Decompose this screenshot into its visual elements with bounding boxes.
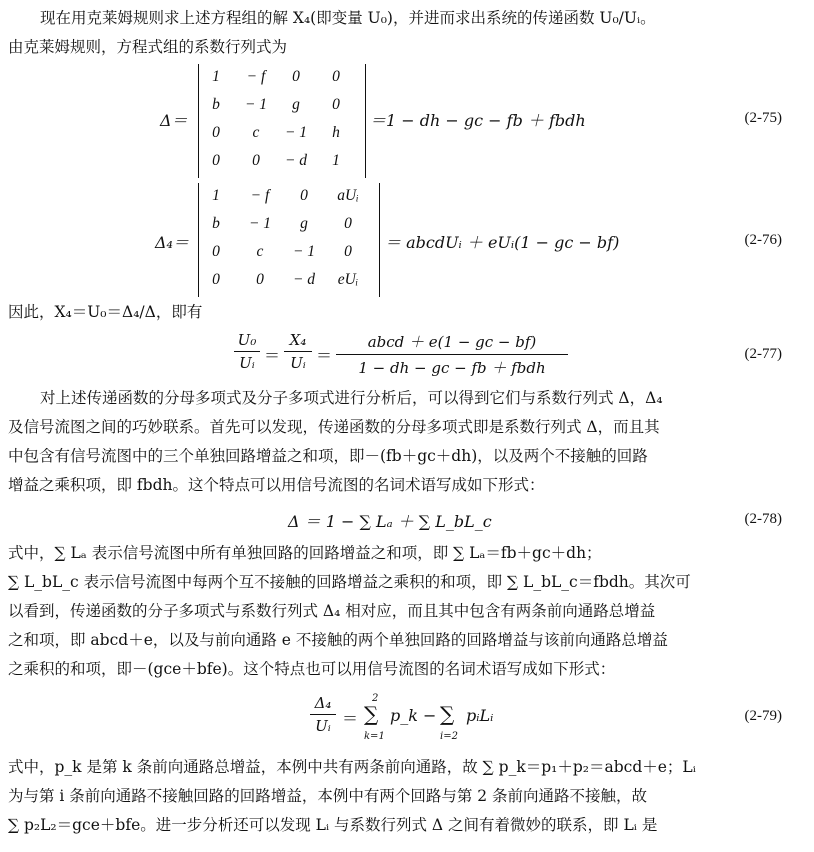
eq76-rhs: ＝ abcdUᵢ ＋ eUᵢ(1 − gc − bf) [385,233,620,252]
text-line-11: 之和项，即 abcd＋e，以及与前向通路 e 不接触的两个单独回路的回路增益与该前向通路总增益 [8,631,668,649]
det75-cell-0-0: 1 [212,68,220,85]
det75-cell-1-1: − 1 [244,96,268,113]
text-line-9: ∑ L_bL_c 表示信号流图中每两个互不接触的回路增益之乘积的和项，即 ∑ L_bL_c＝fbdh。其次可 [8,573,691,591]
eq78: Δ ＝ 1 − ∑ Lₐ ＋ ∑ L_bL_c [288,512,492,531]
eq77-frac-2: X₄ Uᵢ [284,331,312,372]
eq75-lhs: Δ＝ [160,111,188,130]
eq79-sum2-bot: i=2 [440,731,458,742]
det76-cell-0-3: aUᵢ [337,187,359,204]
det75-cell-1-3: 0 [332,96,340,113]
text-line-1: 现在用克莱姆规则求上述方程组的解 X₄(即变量 U₀)，并进而求出系统的传递函数 U₀/Uᵢ。 [40,9,656,27]
det76-cell-2-3: 0 [344,243,352,260]
det76-cell-2-1: c [256,243,264,260]
det76-cell-1-1: − 1 [248,215,272,232]
det76-cell-3-1: 0 [256,271,264,288]
det75-cell-1-2: g [292,96,300,113]
sum-symbol-2: ∑ [440,702,455,726]
det76-cell-1-2: g [300,215,308,232]
eq77-number: (2-77) [744,346,782,362]
text-line-8: 式中，∑ Lₐ 表示信号流图中所有单独回路的回路增益之和项，即 ∑ Lₐ＝fb＋gc＋dh； [8,544,602,562]
eq76-lhs: Δ₄＝ [155,233,189,252]
eq75-rhs: ＝1 − dh − gc − fb ＋ fbdh [370,111,586,130]
text-line-3: 因此，X₄＝U₀＝Δ₄/Δ，即有 [8,303,203,321]
eq79-term1: p_k − [390,706,437,725]
text-line-2: 由克莱姆规则，方程式组的系数行列式为 [8,38,288,56]
det75-cell-3-1: 0 [252,152,260,169]
det76-cell-2-2: − 1 [292,243,316,260]
det75-cell-2-2: − 1 [284,124,308,141]
eq75-number: (2-75) [744,110,782,126]
eq79-sum1-bot: k=1 [364,731,385,742]
det75-cell-0-1: − f [246,68,266,85]
det76-cell-3-2: − d [292,271,316,288]
det75-cell-0-2: 0 [292,68,300,85]
text-line-5: 及信号流图之间的巧妙联系。首先可以发现，传递函数的分母多项式即是系数行列式 Δ，而且其 [8,418,660,436]
eq79-number: (2-79) [744,708,782,724]
det76-cell-2-0: 0 [212,243,220,260]
text-line-13: 式中，p_k 是第 k 条前向通路总增益，本例中共有两条前向通路，故 ∑ p_k＝p₁＋p₂＝abcd＋e；Lᵢ [8,758,696,776]
eq77-eq-2: ＝ [316,346,333,365]
det75-cell-0-3: 0 [332,68,340,85]
det76-cell-1-0: b [212,215,220,232]
text-line-6: 中包含有信号流图中的三个单独回路增益之和项，即－(fb＋gc＋dh)，以及两个不接触的回路 [8,447,648,465]
eq78-number: (2-78) [744,511,782,527]
det75-cell-2-1: c [252,124,260,141]
det76-cell-0-0: 1 [212,187,220,204]
det75-cell-3-3: 1 [332,152,340,169]
eq79-term2: pᵢLᵢ [466,706,494,725]
eq77-eq-1: ＝ [264,346,281,365]
eq77-frac-3: abcd ＋ e(1 − gc − bf) 1 − dh − gc − fb ＋ fbdh [336,331,568,378]
eq79-eq: ＝ [342,709,359,728]
det76-cell-3-3: eUᵢ [337,271,359,288]
eq76-number: (2-76) [744,232,782,248]
det75-cell-1-0: b [212,96,220,113]
det75-cell-3-2: − d [284,152,308,169]
det76-cell-0-1: − f [250,187,270,204]
det76-cell-1-3: 0 [344,215,352,232]
det75-cell-3-0: 0 [212,152,220,169]
text-line-12: 之乘积的和项，即－(gce＋bfe)。这个特点也可以用信号流图的名词术语写成如下形式： [8,660,616,678]
det76-cell-0-2: 0 [300,187,308,204]
text-line-10: 以看到，传递函数的分子多项式与系数行列式 Δ₄ 相对应，而且其中包含有两条前向通路总增益 [8,602,656,620]
det76-cell-3-0: 0 [212,271,220,288]
det75-cell-2-3: h [332,124,340,141]
sum-symbol-1: ∑ [364,702,379,726]
text-line-4: 对上述传递函数的分母多项式及分子多项式进行分析后，可以得到它们与系数行列式 Δ，Δ₄ [40,389,663,407]
text-line-14: 为与第 i 条前向通路不接触回路的回路增益，本例中有两个回路与第 2 条前向通路不接触，故 [8,787,648,805]
text-line-7: 增益之乘积项，即 fbdh。这个特点可以用信号流图的名词术语写成如下形式： [8,476,545,494]
det75-cell-2-0: 0 [212,124,220,141]
eq77-frac-1: U₀ Uᵢ [234,331,260,372]
eq79-frac: Δ₄ Uᵢ [310,694,336,735]
eq79-sum1-top: 2 [372,693,379,704]
text-line-15: ∑ p₂L₂＝gce＋bfe。进一步分析还可以发现 Lᵢ 与系数行列式 Δ 之间有着微妙的联系，即 Lᵢ 是 [8,816,658,834]
